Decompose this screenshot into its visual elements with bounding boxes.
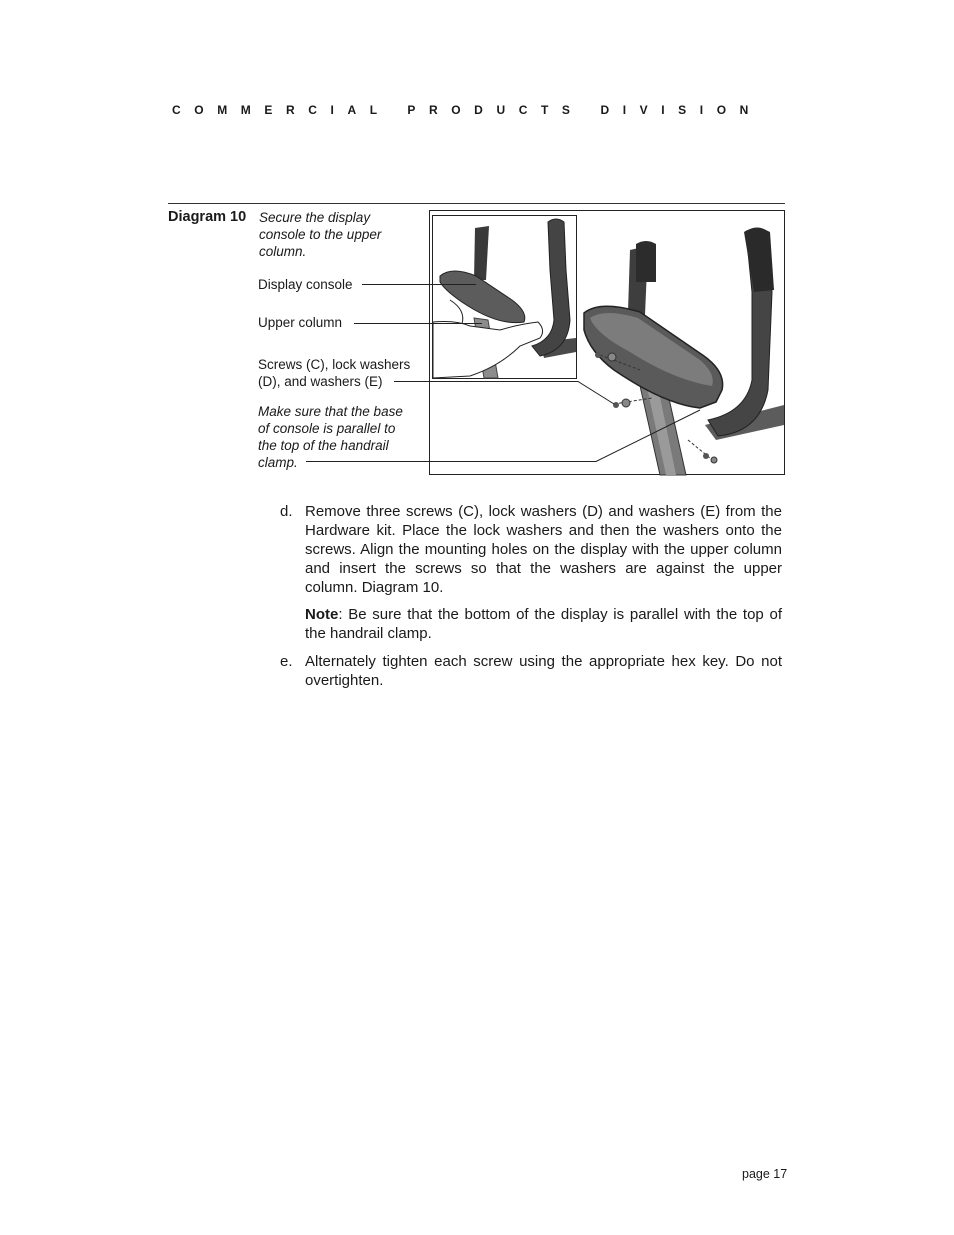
diagram-caption: Secure the display console to the upper column. bbox=[259, 210, 382, 259]
note-text: : Be sure that the bottom of the display is parallel with the top of the handrail clamp. bbox=[305, 606, 782, 642]
callout-parallel-line1: Make sure that the base bbox=[258, 404, 403, 419]
step-text: Remove three screws (C), lock washers (D) and washers (E) from the Hardware kit. Place the lock washers and then the washers onto the screws. Align the mounting holes on the display with the upper column and insert the screws so that the washers are against the upper column. Diagram 10. bbox=[305, 503, 782, 596]
page-number: page 17 bbox=[742, 1167, 788, 1181]
screw-2 bbox=[613, 402, 619, 408]
callout-screws-line2: (D), and washers (E) bbox=[258, 374, 383, 389]
callout-parallel-line3: the top of the handrail bbox=[258, 438, 389, 453]
screw-3 bbox=[703, 453, 709, 459]
callout-parallel-line2: of console is parallel to bbox=[258, 421, 396, 436]
division-header: COMMERCIAL PRODUCTS DIVISION bbox=[172, 103, 762, 117]
step-marker: d. bbox=[280, 503, 293, 520]
step-d bbox=[280, 502, 782, 597]
note-label: Note bbox=[305, 606, 339, 623]
step-marker: e. bbox=[280, 653, 293, 670]
step-text: Alternately tighten each screw using the appropriate hex key. Do not overtighten. bbox=[305, 653, 782, 689]
note-paragraph bbox=[305, 605, 782, 643]
callout-upper-column: Upper column bbox=[258, 315, 343, 330]
callout-parallel-line4: clamp. bbox=[258, 455, 298, 470]
leader-screws bbox=[394, 382, 614, 405]
callout-screws-line1: Screws (C), lock washers bbox=[258, 357, 411, 372]
diagram-label: Diagram 10 bbox=[168, 209, 247, 225]
step-e bbox=[280, 652, 782, 690]
callout-display-console: Display console bbox=[258, 277, 353, 292]
screw-1 bbox=[595, 352, 601, 358]
